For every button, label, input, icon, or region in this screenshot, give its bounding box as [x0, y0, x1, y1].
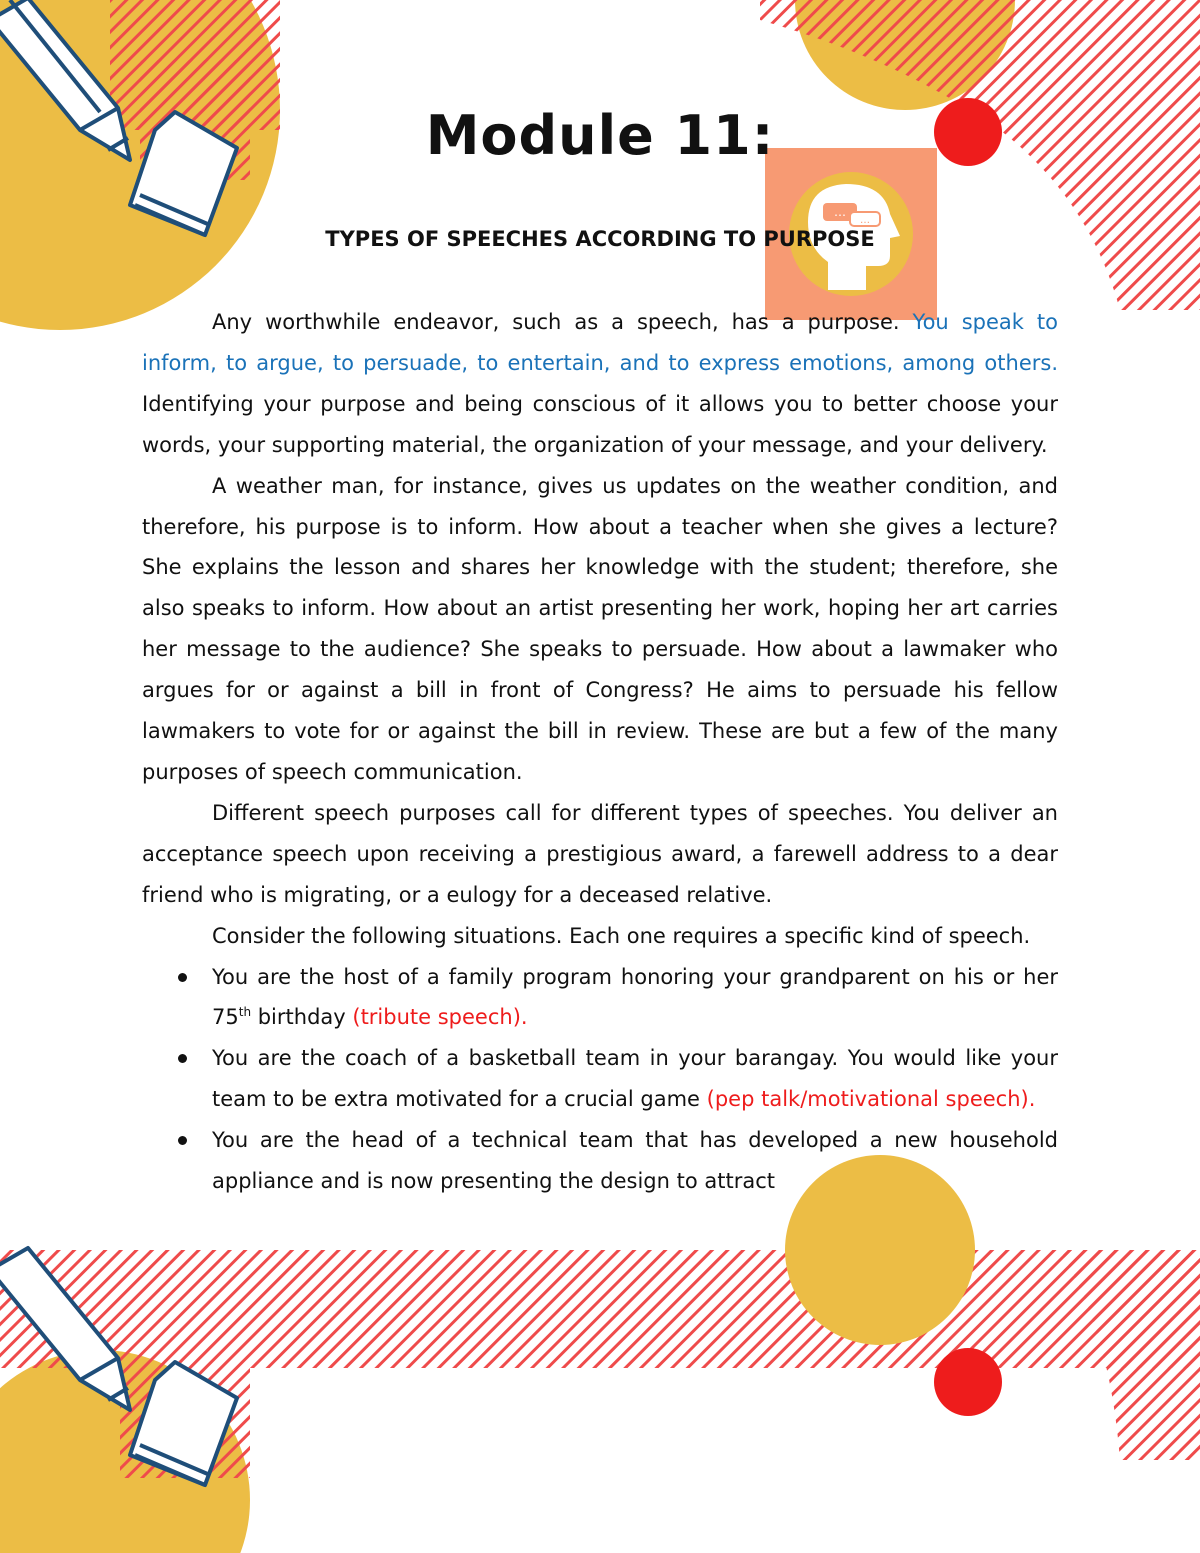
svg-text:…: …	[834, 205, 846, 219]
paragraph-2: A weather man, for instance, gives us updates on the weather condition, and therefore, his purpose is to inform. How about a teacher when she gives a lecture? She explains the lesson and shares her knowledge with the student; therefore, she also speaks to inform. How about an artist presenting her work, hoping her art carries her message to the audience? She speaks to persuade. How about a lawmaker who argues for or against a bill in front of Congress? He aims to persuade his fellow lawmakers to vote for or against the bill in review. These are but a few of the many purposes of speech communication.	[142, 473, 1058, 784]
speech-type-label: (tribute speech).	[352, 1005, 528, 1030]
paragraph-1: Any worthwhile endeavor, such as a speech, has a purpose. You speak to inform, to argue, to persuade, to entertain, and to express emotions, among others. Identifying your purpose and being conscious of it allows you to better choose your words, your supporting material, the organization of your message, and your delivery.	[142, 310, 1058, 457]
list-item: You are the host of a family program honoring your grandparent on his or her 75th birthday (tribute speech).	[212, 957, 1058, 1039]
list-item: You are the coach of a basketball team in your barangay. You would like your team to be extra motivated for a crucial game (pep talk/motivational speech).	[212, 1038, 1058, 1120]
situation-list	[142, 957, 1058, 1202]
document-body	[142, 302, 1058, 1202]
page-subtitle: TYPES OF SPEECHES ACCORDING TO PURPOSE	[325, 227, 875, 251]
paragraph-3: Different speech purposes call for different types of speeches. You deliver an acceptance speech upon receiving a prestigious award, a farewell address to a dear friend who is migrating, or a eulogy for a deceased relative.	[142, 800, 1058, 907]
speech-type-label: (pep talk/motivational speech).	[706, 1087, 1036, 1112]
paragraph-4: Consider the following situations. Each one requires a specific kind of speech.	[212, 923, 1031, 948]
svg-text:…: …	[860, 215, 870, 226]
highlighted-purposes: You speak to inform, to argue, to persuade, to entertain, and to express emotions, among others.	[142, 310, 1058, 375]
page-title: Module 11:	[425, 104, 775, 167]
list-item: You are the head of a technical team that has developed a new household appliance and is now presenting the design to attract	[212, 1120, 1058, 1202]
